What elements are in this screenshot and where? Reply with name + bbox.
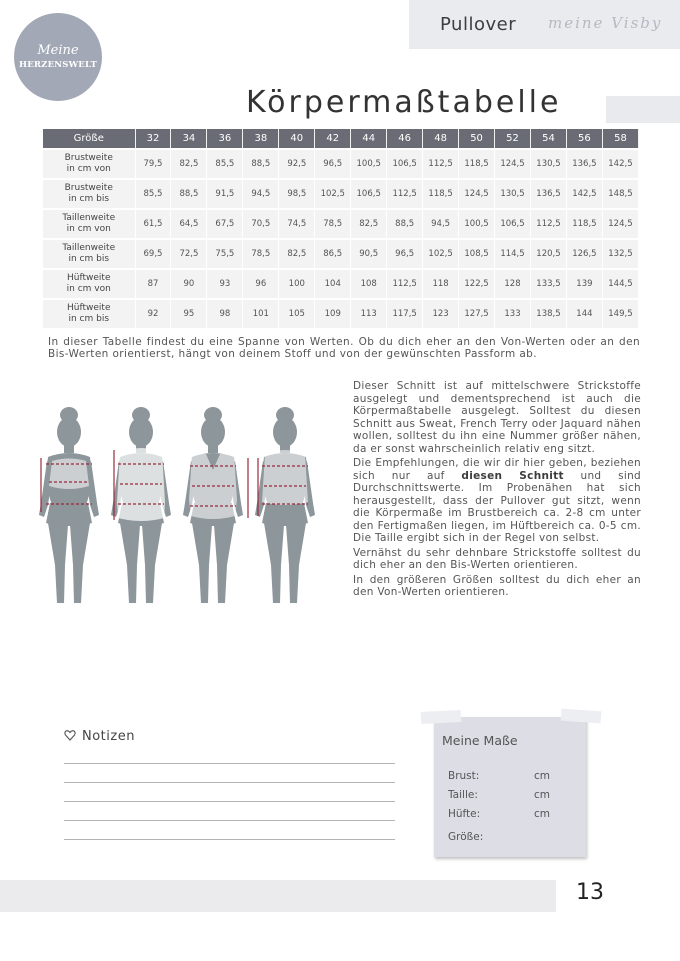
size-value-cell: 69,5 bbox=[135, 239, 171, 269]
size-value-cell: 87 bbox=[135, 269, 171, 299]
size-header-cell: 44 bbox=[351, 129, 387, 149]
size-value-cell: 82,5 bbox=[279, 239, 315, 269]
size-header-cell: 40 bbox=[279, 129, 315, 149]
advice-paragraph-2 bbox=[353, 457, 641, 545]
size-value-cell: 112,5 bbox=[423, 149, 459, 179]
tape-strip-left bbox=[421, 710, 462, 724]
size-value-cell: 106,5 bbox=[495, 209, 531, 239]
size-value-cell: 102,5 bbox=[423, 239, 459, 269]
page-title: Körpermaßtabelle bbox=[246, 85, 562, 120]
size-value-cell: 117,5 bbox=[387, 299, 423, 328]
size-value-cell: 74,5 bbox=[279, 209, 315, 239]
size-value-cell: 106,5 bbox=[387, 149, 423, 179]
brand-logo bbox=[14, 13, 102, 101]
size-value-cell: 114,5 bbox=[495, 239, 531, 269]
size-value-cell: 95 bbox=[171, 299, 207, 328]
advice-text: und sind Durchschnittswerte. Im Probenähen hat sich herausgestellt, dass der Pullover gut sitzt, wenn die Körpermaße im Brustbereich ca. 2-8 cm unter den Fertigmaßen liegen, im Hüftbereich ca. 0-5 cm. Die Taille ergibt sich in der Regel von selbst. bbox=[353, 469, 642, 544]
size-value-cell: 120,5 bbox=[530, 239, 566, 269]
size-value-cell: 88,5 bbox=[171, 179, 207, 209]
card-title: Meine Maße bbox=[442, 733, 518, 748]
size-value-cell: 136,5 bbox=[530, 179, 566, 209]
size-value-cell: 142,5 bbox=[566, 179, 602, 209]
advice-bold-text: diesen Schnitt bbox=[461, 469, 564, 482]
size-value-cell: 94,5 bbox=[423, 209, 459, 239]
size-value-cell: 85,5 bbox=[207, 149, 243, 179]
row-label bbox=[43, 209, 135, 239]
size-value-cell: 112,5 bbox=[387, 179, 423, 209]
size-header-label: Größe bbox=[43, 129, 135, 149]
size-value-cell: 132,5 bbox=[602, 239, 638, 269]
size-value-cell: 93 bbox=[207, 269, 243, 299]
size-value-cell: 85,5 bbox=[135, 179, 171, 209]
size-value-cell: 100,5 bbox=[459, 209, 495, 239]
pattern-name: Pullover bbox=[440, 14, 517, 35]
size-value-cell: 91,5 bbox=[207, 179, 243, 209]
figure-waist bbox=[111, 407, 171, 603]
heart-icon bbox=[64, 729, 76, 741]
notes-heading bbox=[64, 729, 135, 744]
row-label bbox=[43, 269, 135, 299]
size-value-cell: 92 bbox=[135, 299, 171, 328]
size-value-cell: 142,5 bbox=[602, 149, 638, 179]
size-value-cell: 133,5 bbox=[530, 269, 566, 299]
row-label bbox=[43, 299, 135, 328]
size-value-cell: 61,5 bbox=[135, 209, 171, 239]
logo-script-text: Meine bbox=[37, 43, 79, 58]
size-value-cell: 109 bbox=[315, 299, 351, 328]
size-table-row bbox=[43, 179, 639, 209]
size-value-cell: 118,5 bbox=[459, 149, 495, 179]
size-value-cell: 105 bbox=[279, 299, 315, 328]
size-value-cell: 82,5 bbox=[351, 209, 387, 239]
advice-paragraph-3: Vernähst du sehr dehnbare Strickstoffe solltest du dich eher an den Bis-Werten orientieren. bbox=[353, 546, 641, 571]
size-value-cell: 67,5 bbox=[207, 209, 243, 239]
size-value-cell: 112,5 bbox=[387, 269, 423, 299]
size-value-cell: 98,5 bbox=[279, 179, 315, 209]
size-header-cell: 56 bbox=[566, 129, 602, 149]
row-label-measure: Taillenweite bbox=[62, 243, 116, 253]
row-label-range: in cm von bbox=[66, 164, 111, 174]
footer-bar bbox=[0, 880, 556, 912]
advice-text: Die Empfehlungen, die wir dir hier geben, beziehen sich nur auf bbox=[353, 457, 641, 482]
measure-label-size: Größe: bbox=[448, 831, 484, 843]
measure-unit: cm bbox=[534, 808, 551, 820]
row-label-range: in cm von bbox=[66, 284, 111, 294]
size-value-cell: 136,5 bbox=[566, 149, 602, 179]
size-value-cell: 86,5 bbox=[315, 239, 351, 269]
size-value-cell: 96,5 bbox=[387, 239, 423, 269]
size-value-cell: 127,5 bbox=[459, 299, 495, 328]
figure-hip bbox=[255, 407, 315, 603]
measure-label-hip: Hüfte: bbox=[448, 808, 481, 820]
size-value-cell: 78,5 bbox=[243, 239, 279, 269]
size-table bbox=[43, 129, 639, 328]
row-label-range: in cm von bbox=[66, 224, 111, 234]
notes-line[interactable] bbox=[64, 801, 395, 802]
size-value-cell: 100,5 bbox=[351, 149, 387, 179]
pattern-script-name: meine Visby bbox=[548, 14, 663, 32]
row-label bbox=[43, 179, 135, 209]
notes-heading-text: Notizen bbox=[82, 729, 135, 744]
size-value-cell: 144,5 bbox=[602, 269, 638, 299]
measure-unit: cm bbox=[534, 789, 551, 801]
size-header-cell: 36 bbox=[207, 129, 243, 149]
row-label-range: in cm bis bbox=[68, 254, 110, 264]
size-value-cell: 128 bbox=[495, 269, 531, 299]
size-value-cell: 144 bbox=[566, 299, 602, 328]
size-value-cell: 102,5 bbox=[315, 179, 351, 209]
size-value-cell: 124,5 bbox=[459, 179, 495, 209]
my-measurements-card bbox=[434, 717, 586, 857]
size-table-header-row bbox=[43, 129, 639, 149]
size-value-cell: 96 bbox=[243, 269, 279, 299]
body-measurement-figures bbox=[34, 400, 324, 610]
size-header-cell: 48 bbox=[423, 129, 459, 149]
size-value-cell: 118,5 bbox=[566, 209, 602, 239]
size-header-cell: 32 bbox=[135, 129, 171, 149]
size-value-cell: 106,5 bbox=[351, 179, 387, 209]
notes-line[interactable] bbox=[64, 782, 395, 783]
size-table-row bbox=[43, 299, 639, 328]
row-label-measure: Hüftweite bbox=[67, 273, 111, 283]
size-value-cell: 113 bbox=[351, 299, 387, 328]
size-value-cell: 92,5 bbox=[279, 149, 315, 179]
measure-label-chest: Brust: bbox=[448, 770, 480, 782]
size-value-cell: 94,5 bbox=[243, 179, 279, 209]
size-value-cell: 118 bbox=[423, 269, 459, 299]
row-label-measure: Brustweite bbox=[64, 153, 113, 163]
row-label-range: in cm bis bbox=[68, 314, 110, 324]
size-value-cell: 104 bbox=[315, 269, 351, 299]
size-value-cell: 124,5 bbox=[602, 209, 638, 239]
size-value-cell: 123 bbox=[423, 299, 459, 328]
row-label bbox=[43, 149, 135, 179]
size-value-cell: 149,5 bbox=[602, 299, 638, 328]
size-value-cell: 108 bbox=[351, 269, 387, 299]
row-label bbox=[43, 239, 135, 269]
logo-caps-text: HERZENSWELT bbox=[19, 60, 97, 70]
size-value-cell: 64,5 bbox=[171, 209, 207, 239]
measure-label-waist: Taille: bbox=[448, 789, 478, 801]
size-table-row bbox=[43, 269, 639, 299]
size-value-cell: 72,5 bbox=[171, 239, 207, 269]
row-label-measure: Brustweite bbox=[64, 183, 113, 193]
size-header-cell: 34 bbox=[171, 129, 207, 149]
size-table-row bbox=[43, 209, 639, 239]
size-header-cell: 50 bbox=[459, 129, 495, 149]
row-label-range: in cm bis bbox=[68, 194, 110, 204]
size-value-cell: 112,5 bbox=[530, 209, 566, 239]
advice-paragraph-1: Dieser Schnitt ist auf mittelschwere Strickstoffe ausgelegt und dementsprechend ist auch die Körpermaßtabelle ausgelegt. Solltest du diesen Schnitt aus Sweat, French Terry oder Jaquard nähen wollen, solltest du ihn eine Nummer größer nähen, da er sonst wahrscheinlich relativ eng sitzt. bbox=[353, 380, 641, 455]
size-value-cell: 100 bbox=[279, 269, 315, 299]
title-accent-bar bbox=[606, 96, 680, 123]
size-value-cell: 124,5 bbox=[495, 149, 531, 179]
size-value-cell: 88,5 bbox=[387, 209, 423, 239]
size-header-cell: 38 bbox=[243, 129, 279, 149]
size-value-cell: 98 bbox=[207, 299, 243, 328]
measure-unit: cm bbox=[534, 770, 551, 782]
row-label-measure: Taillenweite bbox=[62, 213, 116, 223]
size-value-cell: 118,5 bbox=[423, 179, 459, 209]
size-value-cell: 90 bbox=[171, 269, 207, 299]
size-table-body bbox=[43, 149, 639, 328]
size-value-cell: 75,5 bbox=[207, 239, 243, 269]
fit-advice-text bbox=[353, 380, 641, 601]
size-value-cell: 90,5 bbox=[351, 239, 387, 269]
notes-line[interactable] bbox=[64, 820, 395, 821]
size-header-cell: 52 bbox=[495, 129, 531, 149]
size-value-cell: 82,5 bbox=[171, 149, 207, 179]
size-value-cell: 122,5 bbox=[459, 269, 495, 299]
size-header-cell: 42 bbox=[315, 129, 351, 149]
size-value-cell: 130,5 bbox=[495, 179, 531, 209]
size-value-cell: 133 bbox=[495, 299, 531, 328]
size-value-cell: 101 bbox=[243, 299, 279, 328]
size-value-cell: 130,5 bbox=[530, 149, 566, 179]
size-table-row bbox=[43, 239, 639, 269]
intro-paragraph: In dieser Tabelle findest du eine Spanne von Werten. Ob du dich eher an den Von-Werten oder an den Bis-Werten orientierst, hängt von deinem Stoff und von der gewünschten Passform ab. bbox=[48, 336, 640, 360]
figure-vneck bbox=[183, 407, 248, 603]
size-value-cell: 79,5 bbox=[135, 149, 171, 179]
size-value-cell: 138,5 bbox=[530, 299, 566, 328]
size-value-cell: 78,5 bbox=[315, 209, 351, 239]
size-table-row bbox=[43, 149, 639, 179]
size-value-cell: 88,5 bbox=[243, 149, 279, 179]
notes-line[interactable] bbox=[64, 839, 395, 840]
notes-line[interactable] bbox=[64, 763, 395, 764]
size-value-cell: 70,5 bbox=[243, 209, 279, 239]
page-number: 13 bbox=[576, 880, 604, 905]
size-header-cell: 54 bbox=[530, 129, 566, 149]
row-label-measure: Hüftweite bbox=[67, 303, 111, 313]
size-value-cell: 108,5 bbox=[459, 239, 495, 269]
size-value-cell: 148,5 bbox=[602, 179, 638, 209]
figure-chest bbox=[39, 407, 99, 603]
size-value-cell: 126,5 bbox=[566, 239, 602, 269]
size-value-cell: 139 bbox=[566, 269, 602, 299]
advice-paragraph-4: In den größeren Größen solltest du dich eher an den Von-Werten orientieren. bbox=[353, 573, 641, 598]
size-header-cell: 58 bbox=[602, 129, 638, 149]
size-header-cell: 46 bbox=[387, 129, 423, 149]
size-value-cell: 96,5 bbox=[315, 149, 351, 179]
